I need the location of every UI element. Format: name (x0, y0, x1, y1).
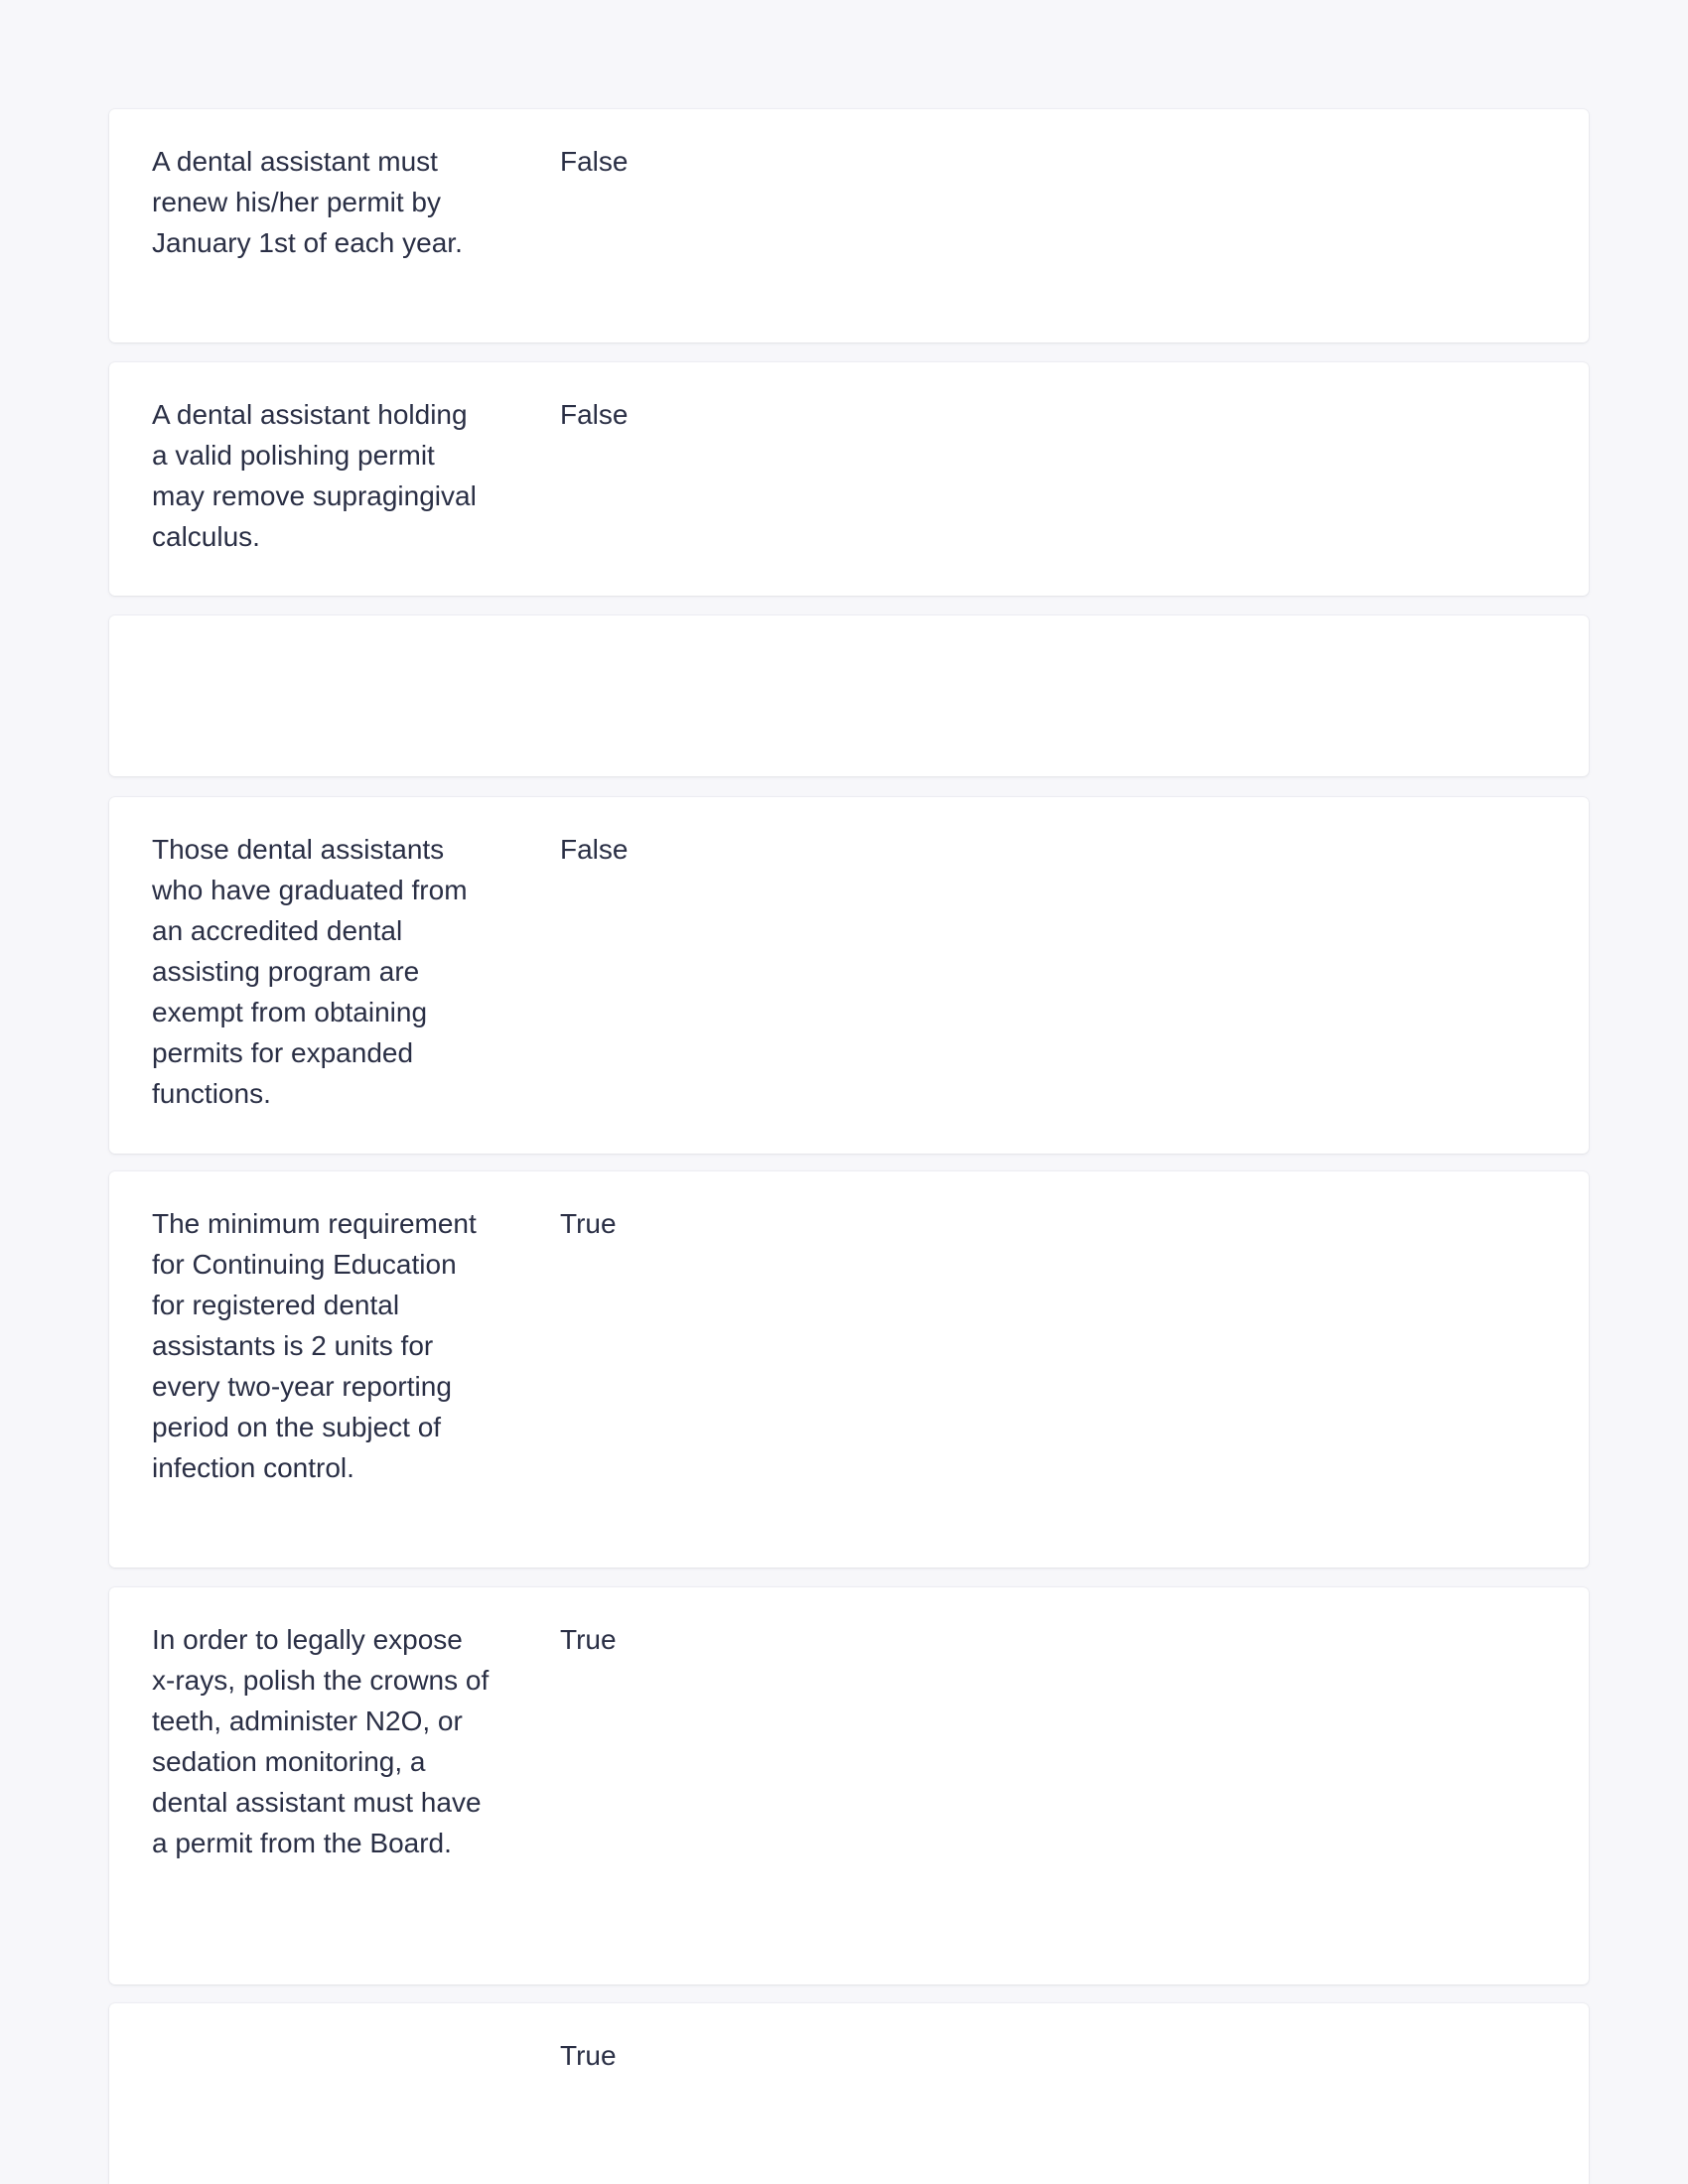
flashcard-definition: True (560, 1208, 617, 1239)
flashcard-term: The minimum requirement for Continuing Education for registered dental assistants is 2 units for every two-year reporting period on the subject of infection control. (152, 1208, 477, 1483)
flashcard-definition: False (560, 399, 629, 430)
flashcard-term: A dental assistant must renew his/her permit by January 1st of each year. (152, 146, 463, 258)
flashcard[interactable] (109, 1171, 1589, 1568)
card-fade-overlay (109, 2085, 1589, 2184)
flashcard[interactable] (109, 797, 1589, 1154)
flashcard[interactable] (109, 1587, 1589, 1984)
flashcard-definition: False (560, 834, 629, 865)
flashcard-term: In order to legally expose x-rays, polish the crowns of teeth, administer N2O, or sedation monitoring, a dental assistant must have a permit from the Board. (152, 1624, 490, 1858)
flashcard[interactable] (109, 109, 1589, 342)
flashcard-definition: False (560, 146, 629, 177)
flashcard-term: A dental assistant holding a valid polishing permit may remove supragingival calculus. (152, 399, 477, 552)
flashcard-definition: True (560, 1624, 617, 1655)
flashcard-definition: True (560, 2040, 617, 2071)
flashcard[interactable] (109, 2003, 1589, 2184)
flashcard-term: Those dental assistants who have graduated from an accredited dental assisting program are exempt from obtaining permits for expanded functions. (152, 834, 468, 1109)
flashcard-empty[interactable] (109, 615, 1589, 776)
flashcard[interactable] (109, 362, 1589, 596)
